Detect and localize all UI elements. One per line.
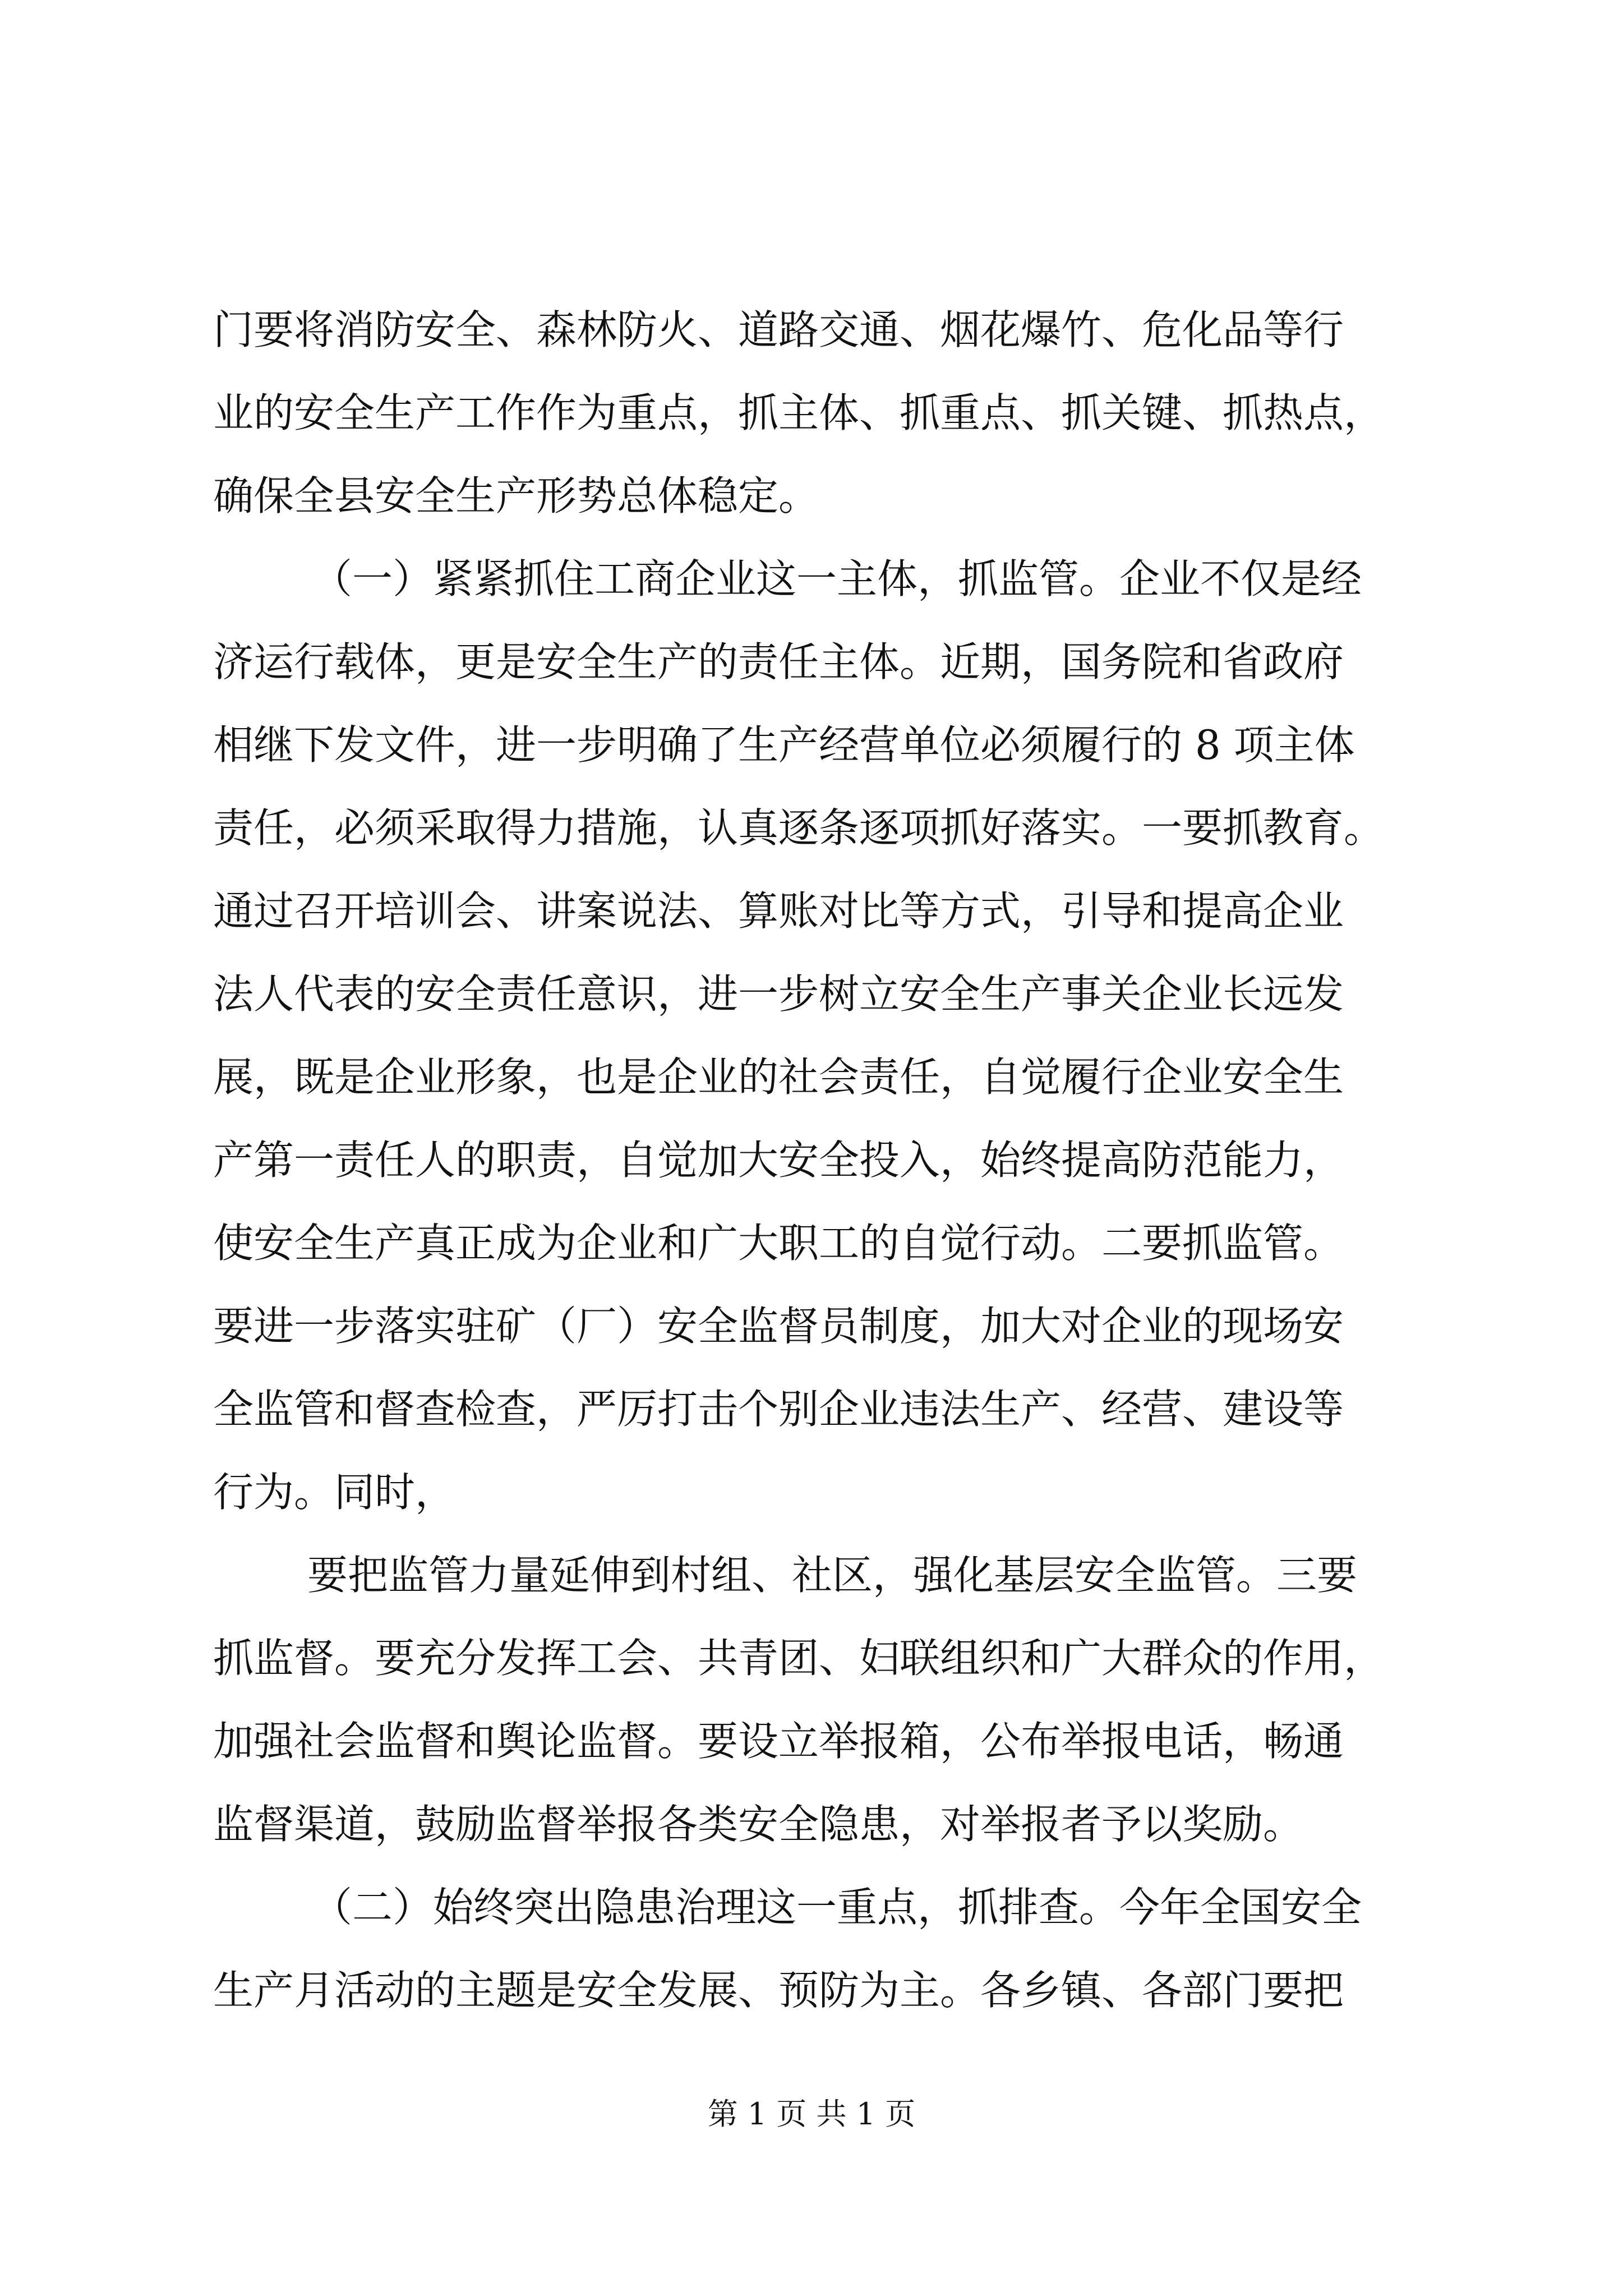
body-line-18: 加强社会监督和舆论监督。要设立举报箱，公布举报电话，畅通	[213, 1718, 1344, 1765]
page-footer: 第 1 页 共 1 页	[707, 2096, 916, 2132]
body-line-8: 通过召开培训会、讲案说法、算账对比等方式，引导和提高企业	[213, 887, 1344, 935]
body-line-6: 相继下发文件，进一步明确了生产经营单位必须履行的 8 项主体	[213, 721, 1355, 769]
body-line-11: 产第一责任人的职责，自觉加大安全投入，始终提高防范能力，	[213, 1137, 1344, 1184]
body-line-17: 抓监督。要充分发挥工会、共青团、妇联组织和广大群众的作用，	[213, 1635, 1385, 1682]
body-line-21: 生产月活动的主题是安全发展、预防为主。各乡镇、各部门要把	[213, 1967, 1344, 2014]
body-line-9: 法人代表的安全责任意识，进一步树立安全生产事关企业长远发	[213, 970, 1344, 1018]
body-line-5: 济运行载体，更是安全生产的责任主体。近期，国务院和省政府	[213, 638, 1344, 685]
body-line-3: 确保全县安全生产形势总体稳定。	[213, 472, 819, 519]
body-line-2: 业的安全生产工作作为重点，抓主体、抓重点、抓关键、抓热点，	[213, 389, 1385, 436]
section-heading-1: （一）紧紧抓住工商企业这一主体，抓监管。企业不仅是经	[312, 555, 1362, 602]
body-line-13: 要进一步落实驻矿（厂）安全监督员制度，加大对企业的现场安	[213, 1303, 1344, 1350]
body-line-1: 门要将消防安全、森林防火、道路交通、烟花爆竹、危化品等行	[213, 306, 1344, 353]
body-line-10: 展，既是企业形象，也是企业的社会责任，自觉履行企业安全生	[213, 1053, 1344, 1101]
section-heading-2: （二）始终突出隐患治理这一重点，抓排查。今年全国安全	[312, 1884, 1362, 1931]
body-line-19: 监督渠道，鼓励监督举报各类安全隐患，对举报者予以奖励。	[213, 1801, 1304, 1848]
body-line-7: 责任，必须采取得力措施，认真逐条逐项抓好落实。一要抓教育。	[213, 804, 1385, 852]
body-line-12: 使安全生产真正成为企业和广大职工的自觉行动。二要抓监管。	[213, 1220, 1344, 1267]
body-line-14: 全监管和督查检查，严厉打击个别企业违法生产、经营、建设等	[213, 1386, 1344, 1433]
body-line-15: 行为。同时，	[213, 1469, 456, 1516]
body-line-16: 要把监管力量延伸到村组、社区，强化基层安全监管。三要	[307, 1552, 1358, 1599]
